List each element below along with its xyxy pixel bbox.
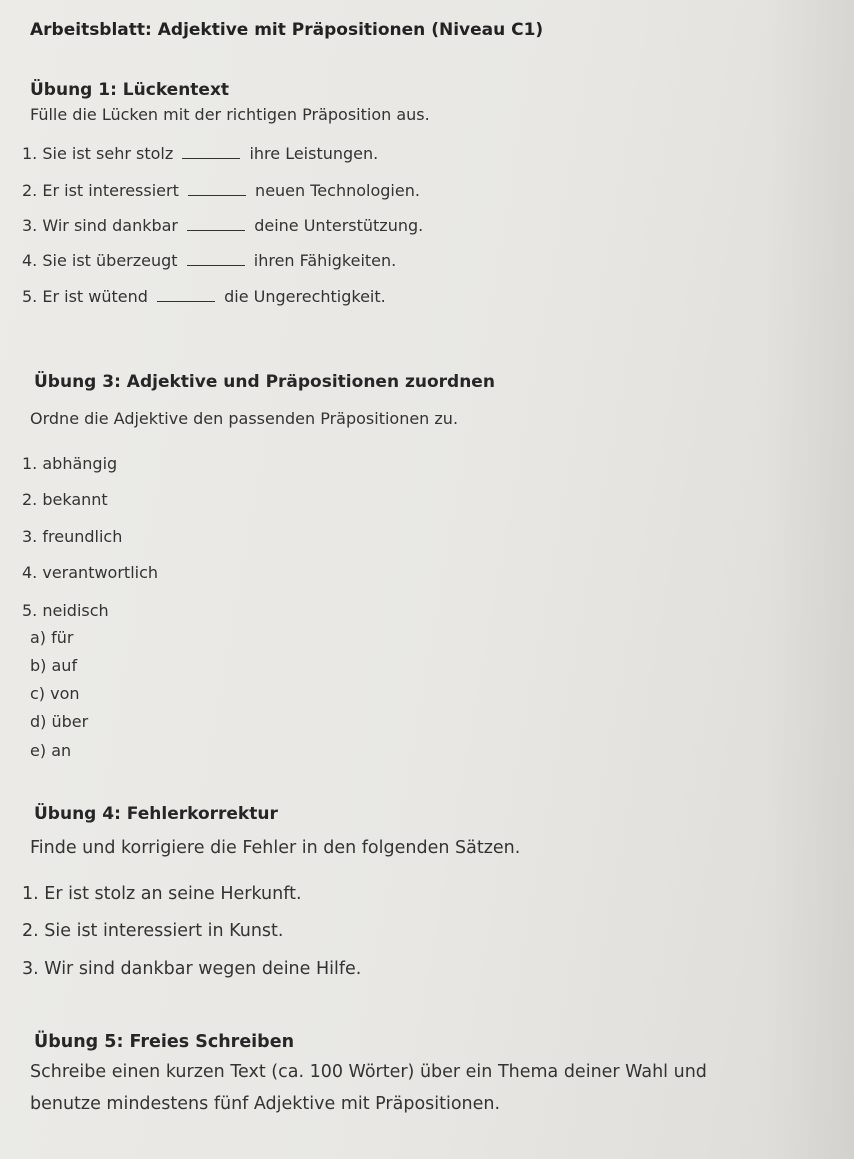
- answer-blank[interactable]: [188, 181, 246, 196]
- exercise-4-heading: Übung 4: Fehlerkorrektur: [34, 804, 278, 824]
- adjective-text: abhängig: [42, 454, 118, 473]
- adjective-item: [22, 563, 158, 582]
- adjective-item: [22, 454, 117, 473]
- preposition-item: [30, 712, 88, 731]
- preposition-text: auf: [51, 656, 78, 675]
- item-number: 1.: [22, 454, 38, 473]
- adjective-text: neidisch: [42, 601, 109, 620]
- item-text-before: Wir sind dankbar: [42, 216, 179, 235]
- answer-blank[interactable]: [157, 287, 215, 302]
- item-text-after: ihre Leistungen.: [249, 144, 379, 163]
- answer-blank[interactable]: [187, 251, 245, 266]
- option-letter: b): [30, 656, 47, 675]
- option-letter: a): [30, 628, 47, 647]
- exercise-5-instruction-line-2: benutze mindestens fünf Adjektive mit Präpositionen.: [30, 1094, 501, 1114]
- item-number: 2.: [22, 181, 38, 200]
- preposition-item: [30, 628, 74, 647]
- exercise-1-heading: Übung 1: Lückentext: [30, 80, 230, 100]
- item-number: 1.: [22, 884, 39, 904]
- preposition-item: [30, 656, 77, 675]
- item-text-after: deine Unterstützung.: [254, 216, 424, 235]
- gap-item: [22, 181, 420, 200]
- option-letter: d): [30, 712, 47, 731]
- worksheet-title: Arbeitsblatt: Adjektive mit Präpositionen (Niveau C1): [30, 20, 544, 40]
- item-text-after: die Ungerechtigkeit.: [224, 287, 386, 306]
- item-text-after: neuen Technologien.: [255, 181, 420, 200]
- option-letter: e): [30, 741, 47, 760]
- preposition-item: [30, 684, 80, 703]
- preposition-text: an: [51, 741, 72, 760]
- item-number: 1.: [22, 144, 38, 163]
- adjective-item: [22, 527, 122, 546]
- gap-item: [22, 287, 386, 306]
- exercise-4-instruction: Finde und korrigiere die Fehler in den folgenden Sätzen.: [30, 838, 521, 858]
- item-text-before: Er ist wütend: [42, 287, 148, 306]
- adjective-text: bekannt: [42, 490, 108, 509]
- gap-item: [22, 144, 378, 163]
- preposition-text: für: [51, 628, 74, 647]
- item-number: 3.: [22, 216, 38, 235]
- sentence-text: Er ist stolz an seine Herkunft.: [44, 884, 302, 904]
- answer-blank[interactable]: [182, 144, 240, 159]
- page-shadow: [764, 0, 854, 1159]
- item-number: 3.: [22, 527, 38, 546]
- adjective-item: [22, 490, 108, 509]
- exercise-5-instruction-line-1: Schreibe einen kurzen Text (ca. 100 Wörter) über ein Thema deiner Wahl und: [30, 1062, 707, 1082]
- correction-item: [22, 959, 361, 979]
- sentence-text: Sie ist interessiert in Kunst.: [44, 921, 284, 941]
- exercise-3-instruction: Ordne die Adjektive den passenden Präpositionen zu.: [30, 409, 459, 428]
- gap-item: [22, 216, 423, 235]
- item-text-after: ihren Fähigkeiten.: [253, 251, 397, 270]
- item-number: 5.: [22, 287, 38, 306]
- item-number: 5.: [22, 601, 38, 620]
- item-number: 4.: [22, 563, 38, 582]
- item-number: 2.: [22, 921, 39, 941]
- preposition-text: über: [51, 712, 89, 731]
- sentence-text: Wir sind dankbar wegen deine Hilfe.: [44, 959, 362, 979]
- item-number: 2.: [22, 490, 38, 509]
- exercise-1-instruction: Fülle die Lücken mit der richtigen Präposition aus.: [30, 105, 430, 124]
- correction-item: [22, 884, 302, 904]
- answer-blank[interactable]: [187, 216, 245, 231]
- preposition-item: [30, 741, 71, 760]
- item-number: 3.: [22, 959, 39, 979]
- item-text-before: Sie ist überzeugt: [42, 251, 178, 270]
- adjective-item: [22, 601, 109, 620]
- option-letter: c): [30, 684, 46, 703]
- adjective-text: freundlich: [42, 527, 123, 546]
- item-number: 4.: [22, 251, 38, 270]
- item-text-before: Er ist interessiert: [42, 181, 179, 200]
- exercise-3-heading: Übung 3: Adjektive und Präpositionen zuordnen: [34, 372, 495, 392]
- preposition-text: von: [50, 684, 80, 703]
- adjective-text: verantwortlich: [42, 563, 159, 582]
- exercise-5-heading: Übung 5: Freies Schreiben: [34, 1032, 295, 1052]
- gap-item: [22, 251, 396, 270]
- item-text-before: Sie ist sehr stolz: [42, 144, 174, 163]
- correction-item: [22, 921, 283, 941]
